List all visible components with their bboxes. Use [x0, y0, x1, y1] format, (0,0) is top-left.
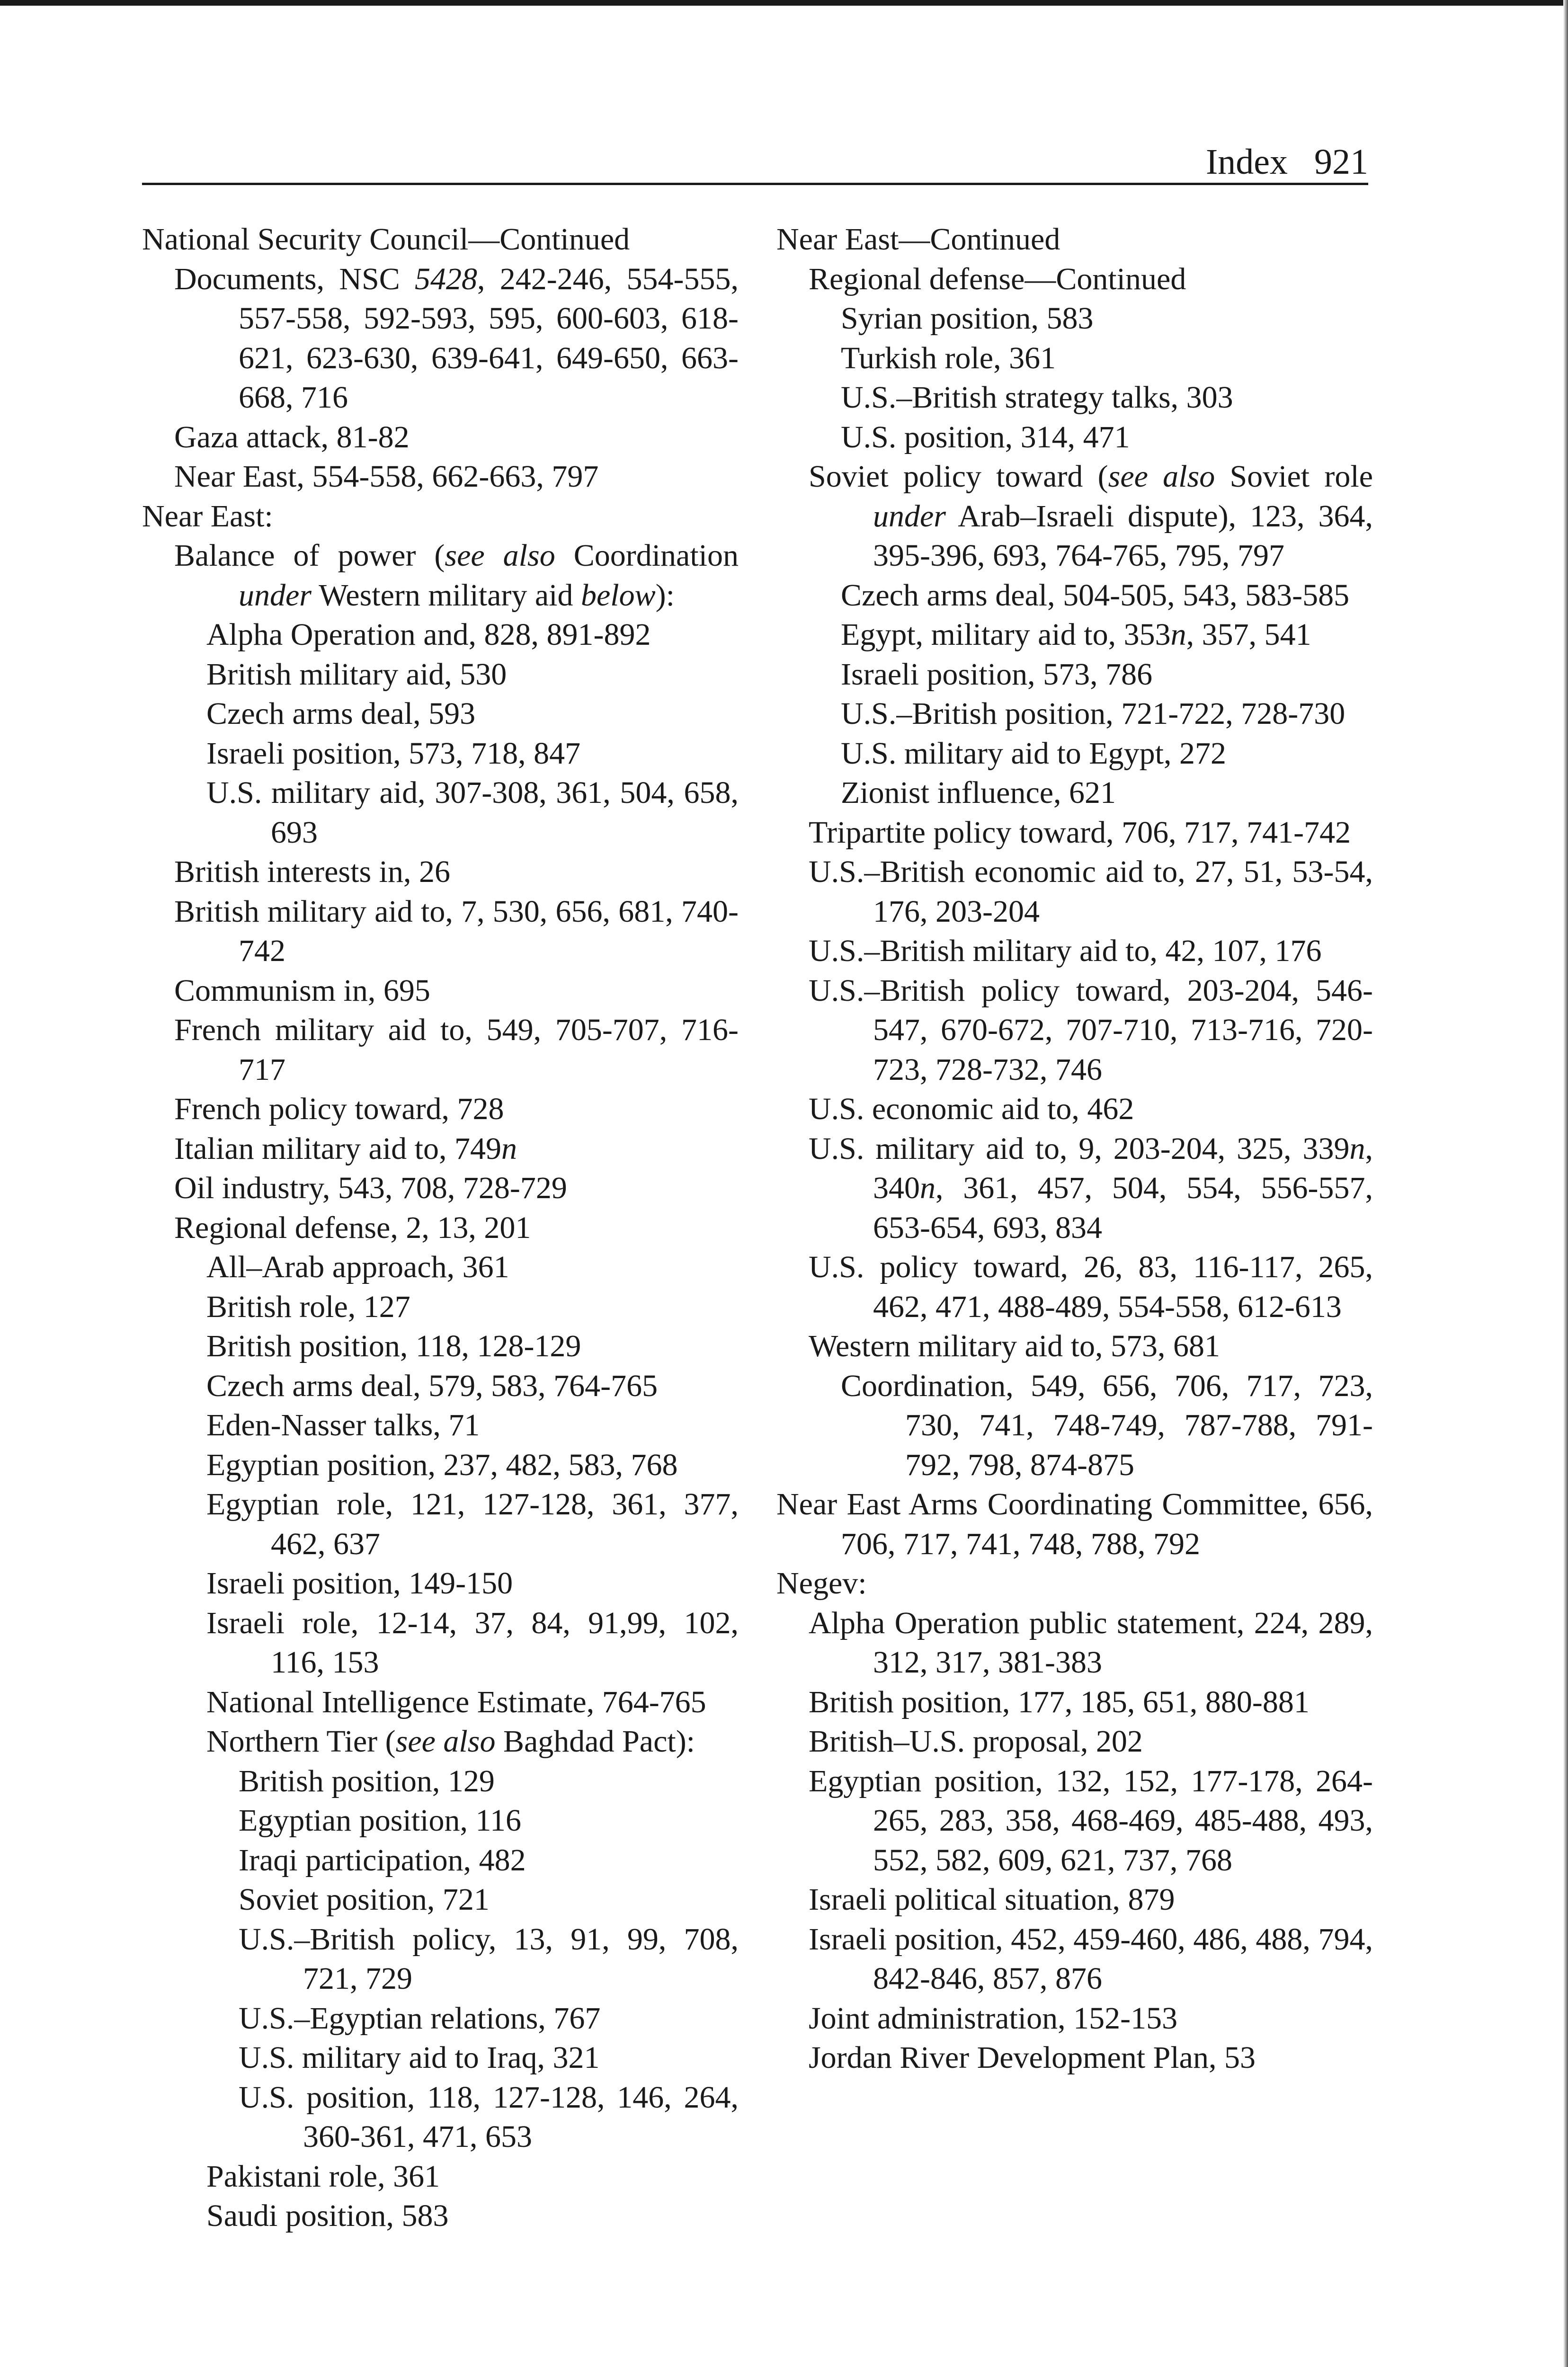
index-entry	[142, 615, 739, 655]
index-entry	[142, 418, 739, 457]
index-entry	[142, 1801, 739, 1841]
index-entry-text: Egyptian role, 121, 127-128, 361, 377, 462, 637	[206, 1487, 739, 1561]
index-entry-text: U.S. position, 314, 471	[841, 419, 1130, 454]
index-entry	[142, 1485, 739, 1564]
index-entry-text: All–Arab approach, 361	[206, 1250, 509, 1284]
index-entry-text: Communism in, 695	[174, 973, 430, 1008]
index-entry-text: Near East:	[142, 498, 273, 534]
index-entry-text: National Intelligence Estimate, 764-765	[206, 1684, 706, 1719]
index-entry-text: British interests in, 26	[174, 854, 450, 889]
index-entry-text: , 361, 457, 504, 554, 556-557, 653-654, 693, 834	[873, 1171, 1373, 1245]
index-entry	[142, 1564, 739, 1603]
index-entry-text: Coordination, 549, 656, 706, 717, 723, 730, 741, 748-749, 787-788, 791-792, 798, 874-875	[841, 1368, 1373, 1482]
index-entry-text: Jordan River Development Plan, 53	[809, 2040, 1256, 2075]
index-entry	[776, 1564, 1373, 1603]
index-entry-text: Eden-Nasser talks, 71	[206, 1408, 480, 1442]
index-entry-text: Pakistani role, 361	[206, 2159, 440, 2194]
index-entry-text: U.S.–British policy, 13, 91, 99, 708, 721, 729	[239, 1922, 739, 1996]
index-entry	[142, 1366, 739, 1406]
index-entry-italic: n	[920, 1171, 935, 1205]
index-entry-text: Documents, NSC	[174, 261, 415, 296]
index-entry	[142, 1406, 739, 1445]
index-entry-italic: under	[239, 578, 312, 613]
index-entry	[776, 655, 1373, 694]
index-entry	[142, 1762, 739, 1801]
index-entry-text: Gaza attack, 81-82	[174, 419, 410, 454]
index-entry	[776, 2038, 1373, 2078]
index-entry-text: Israeli position, 452, 459-460, 486, 488, 794, 842-846, 857, 876	[809, 1922, 1373, 1996]
index-entry	[776, 813, 1373, 853]
index-entry	[776, 299, 1373, 338]
index-entry-text: French military aid to, 549, 705-707, 716-717	[174, 1013, 739, 1087]
top-border	[0, 0, 1568, 6]
index-entry-text: Syrian position, 583	[841, 301, 1094, 336]
index-entry-text: Western military aid	[311, 578, 581, 613]
index-entry-text: U.S.–British policy toward, 203-204, 546-547, 670-672, 707-710, 713-716, 720-723, 728-732, 746	[809, 973, 1373, 1087]
index-entry	[142, 497, 739, 536]
index-entry-text: Alpha Operation and, 828, 891-892	[206, 617, 651, 652]
index-entry	[142, 1089, 739, 1129]
index-entry	[776, 852, 1373, 931]
index-entry	[776, 1247, 1373, 1326]
index-entry-text: Zionist influence, 621	[841, 775, 1116, 810]
index-entry-text: Arab–Israeli dispute), 123, 364, 395-396, 693, 764-765, 795, 797	[873, 498, 1373, 573]
index-entry-text: French policy toward, 728	[174, 1092, 504, 1126]
index-entry-text: Israeli position, 573, 718, 847	[206, 736, 581, 771]
index-entry-italic: see also	[395, 1724, 496, 1759]
index-entry	[142, 734, 739, 774]
index-entry-text: U.S. economic aid to, 462	[809, 1092, 1134, 1126]
index-entry	[142, 1920, 739, 1999]
index-entry-text: Negev:	[776, 1566, 867, 1601]
index-entry	[776, 1920, 1373, 1999]
index-entry	[776, 1682, 1373, 1722]
index-entry-text: U.S. position, 118, 127-128, 146, 264, 360-361, 471, 653	[239, 2080, 739, 2154]
index-entry-italic: n	[1170, 617, 1186, 652]
index-entry	[776, 734, 1373, 774]
page-number: 921	[1314, 142, 1368, 182]
index-entry	[776, 971, 1373, 1090]
index-entry-text: Soviet role	[1215, 459, 1373, 494]
index-entry-text: British position, 118, 128-129	[206, 1329, 581, 1363]
index-entry-text: Turkish role, 361	[841, 340, 1056, 375]
index-entry	[776, 1880, 1373, 1920]
index-entry-text: Soviet position, 721	[239, 1882, 490, 1917]
index-entry-italic: see also	[445, 538, 555, 573]
index-entry-text: U.S.–British military aid to, 42, 107, 176	[809, 934, 1322, 968]
index-entry-text: Czech arms deal, 593	[206, 696, 476, 731]
index-entry	[142, 220, 739, 259]
index-entry	[142, 259, 739, 418]
index-entry-text: Czech arms deal, 579, 583, 764-765	[206, 1368, 658, 1403]
index-entry-italic: 5428	[415, 261, 478, 296]
index-entry-text: Israeli position, 573, 786	[841, 657, 1153, 692]
index-entry	[142, 1999, 739, 2038]
index-entry-text: Near East Arms Coordinating Committee, 656, 706, 717, 741, 748, 788, 792	[776, 1487, 1373, 1561]
index-entry-text: ):	[655, 578, 675, 613]
index-entry-text: British military aid to, 7, 530, 656, 681, 740-742	[174, 894, 739, 968]
index-entry-text: Israeli role, 12-14, 37, 84, 91,99, 102, 116, 153	[206, 1605, 739, 1680]
index-entry-text: Alpha Operation public statement, 224, 289, 312, 317, 381-383	[809, 1605, 1373, 1680]
index-entry-text: Western military aid to, 573, 681	[809, 1329, 1221, 1363]
index-entry	[142, 655, 739, 694]
index-entry-text: Egypt, military aid to, 353	[841, 617, 1171, 652]
index-entry	[142, 1287, 739, 1327]
index-entry	[776, 576, 1373, 615]
index-entry	[142, 1603, 739, 1682]
index-entry-italic: below	[580, 578, 656, 613]
header-text	[1206, 144, 1368, 180]
index-entry	[142, 536, 739, 615]
page-edge-shadow	[1563, 0, 1568, 2367]
index-entry	[142, 694, 739, 734]
index-entry-text: Israeli position, 149-150	[206, 1566, 513, 1601]
index-entry	[776, 220, 1373, 259]
index-entry-text: Egyptian position, 116	[239, 1803, 522, 1838]
index-entry-italic: under	[873, 498, 946, 534]
index-entry	[776, 1762, 1373, 1880]
index-entry-text: British–U.S. proposal, 202	[809, 1724, 1143, 1759]
index-entry	[142, 1247, 739, 1287]
index-entry	[142, 1682, 739, 1722]
index-entry	[142, 1326, 739, 1366]
index-entry-text: , 242-246, 554-555, 557-558, 592-593, 595, 600-603, 618-621, 623-630, 639-641, 649-650, 663-668, 716	[239, 261, 739, 415]
index-entry	[142, 852, 739, 892]
index-entry-text: U.S.–British economic aid to, 27, 51, 53-54, 176, 203-204	[809, 854, 1373, 929]
index-entry	[142, 457, 739, 497]
running-header	[142, 137, 1368, 185]
index-entry-text: Egyptian position, 132, 152, 177-178, 264-265, 283, 358, 468-469, 485-488, 493, 552, 582, 609, 621, 737, 768	[809, 1763, 1373, 1878]
index-entry	[142, 1841, 739, 1880]
index-entry	[776, 1326, 1373, 1366]
index-entry-text: , 357, 541	[1186, 617, 1311, 652]
index-entry-text: U.S. military aid to Iraq, 321	[239, 2040, 600, 2075]
index-entry-text: Joint administration, 152-153	[809, 2001, 1178, 2036]
index-entry	[142, 1722, 739, 1762]
index-entry-text: British military aid, 530	[206, 657, 507, 692]
index-entry	[776, 259, 1373, 299]
index-entry	[142, 1208, 739, 1248]
index-entry-text: , 340	[873, 1131, 1373, 1205]
index-entry	[776, 1366, 1373, 1485]
index-entry-text: British position, 177, 185, 651, 880-881	[809, 1684, 1310, 1719]
index-entry-text: Egyptian position, 237, 482, 583, 768	[206, 1447, 678, 1482]
index-entry-text: Soviet policy toward (	[809, 459, 1108, 494]
index-entry-text: Regional defense—Continued	[809, 261, 1186, 296]
index-entry	[142, 2196, 739, 2236]
index-entry-text: U.S. military aid, 307-308, 361, 504, 658, 693	[206, 775, 739, 850]
index-entry-text: Near East, 554-558, 662-663, 797	[174, 459, 599, 494]
index-entry-text: Coordination	[555, 538, 739, 573]
index-entry	[776, 1129, 1373, 1248]
index-entry-text: Northern Tier (	[206, 1724, 396, 1759]
index-entry	[142, 1129, 739, 1169]
index-entry	[776, 615, 1373, 655]
index-entry	[776, 457, 1373, 576]
index-entry-text: U.S.–British position, 721-722, 728-730	[841, 696, 1345, 731]
index-entry-italic: n	[501, 1131, 517, 1166]
index-entry-text: Regional defense, 2, 13, 201	[174, 1210, 531, 1245]
index-entry	[776, 1485, 1373, 1564]
index-entry	[142, 892, 739, 971]
header-title: Index	[1205, 142, 1288, 182]
index-entry-text: Saudi position, 583	[206, 2198, 449, 2233]
index-entry-text: Tripartite policy toward, 706, 717, 741-742	[809, 815, 1351, 850]
index-column-right	[776, 220, 1373, 2078]
index-entry	[142, 2038, 739, 2078]
index-entry-text: U.S. policy toward, 26, 83, 116-117, 265, 462, 471, 488-489, 554-558, 612-613	[809, 1250, 1373, 1324]
index-entry-italic: see also	[1108, 459, 1215, 494]
index-entry	[142, 2157, 739, 2197]
index-entry	[776, 418, 1373, 457]
index-entry	[776, 1089, 1373, 1129]
index-entry-text: U.S.–British strategy talks, 303	[841, 380, 1233, 415]
index-entry	[776, 1722, 1373, 1762]
index-entry	[776, 931, 1373, 971]
index-entry-text: Iraqi participation, 482	[239, 1842, 526, 1878]
index-entry-italic: n	[1349, 1131, 1365, 1166]
index-entry-text: U.S.–Egyptian relations, 767	[239, 2001, 601, 2036]
index-entry	[142, 1880, 739, 1920]
index-entry	[142, 1010, 739, 1089]
index-entry	[142, 2078, 739, 2157]
index-entry-text: British role, 127	[206, 1289, 410, 1324]
index-entry	[776, 773, 1373, 813]
index-entry-text: U.S. military aid to, 9, 203-204, 325, 339	[809, 1131, 1350, 1166]
index-entry-text: U.S. military aid to Egypt, 272	[841, 736, 1226, 771]
index-entry-text: Baghdad Pact):	[495, 1724, 695, 1759]
index-entry	[776, 1999, 1373, 2038]
index-entry	[142, 1168, 739, 1208]
index-entry	[776, 338, 1373, 378]
index-entry-text: Israeli political situation, 879	[809, 1882, 1175, 1917]
index-entry-text: Czech arms deal, 504-505, 543, 583-585	[841, 578, 1350, 613]
index-entry	[142, 773, 739, 852]
index-entry-text: British position, 129	[239, 1763, 495, 1798]
index-entry	[776, 378, 1373, 418]
index-entry	[776, 694, 1373, 734]
index-entry	[142, 971, 739, 1011]
index-entry-text: Italian military aid to, 749	[174, 1131, 502, 1166]
index-entry	[776, 1603, 1373, 1682]
index-entry-text: Balance of power (	[174, 538, 445, 573]
index-entry-text: Oil industry, 543, 708, 728-729	[174, 1171, 567, 1205]
index-entry-text: National Security Council—Continued	[142, 222, 630, 257]
index-column-left	[142, 220, 739, 2236]
index-entry-text: Near East—Continued	[776, 222, 1060, 257]
index-entry	[142, 1445, 739, 1485]
